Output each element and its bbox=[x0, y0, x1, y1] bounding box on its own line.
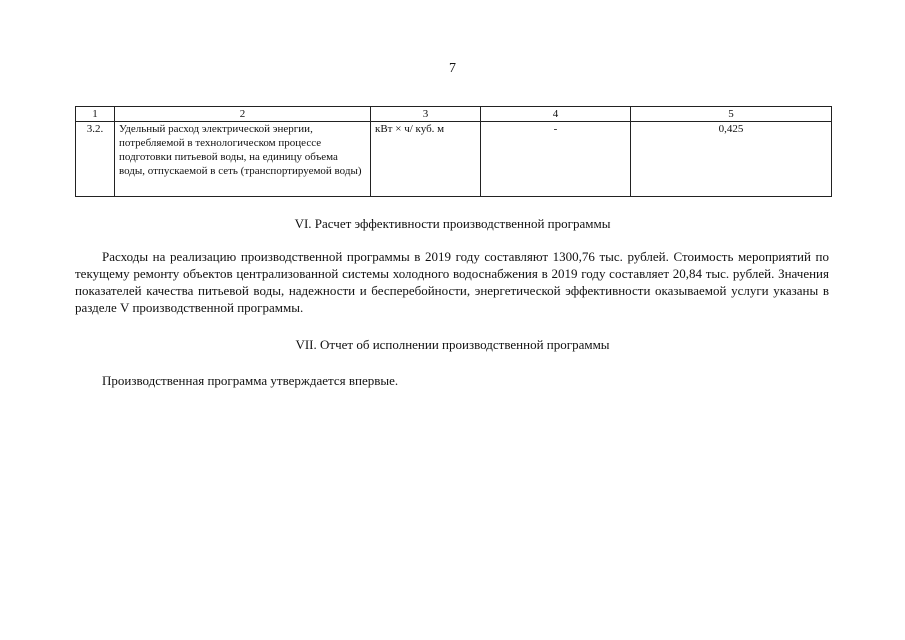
row-description-cell: Удельный расход электрической энергии, потребляемой в технологическом процессе подготовки питьевой воды, на единицу объема воды, отпускаемой в сеть (транспортируемой воды) bbox=[115, 122, 371, 197]
section-7-heading: VII. Отчет об исполнении производственной программы bbox=[295, 337, 610, 352]
table-header-row bbox=[76, 107, 832, 122]
section-6-paragraph: Расходы на реализацию производственной программы в 2019 году составляют 1300,76 тыс. рублей. Стоимость мероприятий по текущему ремонту объектов централизованной системы холодного водоснабжения в 2019 году составляет 20,84 тыс. рублей. Значения показателей качества питьевой воды, надежности и бесперебойности, энергетической эффективности оказываемой услуги указаны в разделе V производственной программы. bbox=[75, 249, 829, 315]
indicators-table bbox=[75, 106, 832, 197]
header-cell-4: 4 bbox=[481, 107, 631, 122]
section-7-paragraph: Производственная программа утверждается впервые. bbox=[102, 373, 399, 388]
header-cell-5: 5 bbox=[631, 107, 832, 122]
section-6-heading: VI. Расчет эффективности производственной программы bbox=[294, 216, 611, 231]
header-cell-2: 2 bbox=[115, 107, 371, 122]
row-value-5-cell: 0,425 bbox=[631, 122, 832, 197]
row-value-4-cell: - bbox=[481, 122, 631, 197]
page-number: 7 bbox=[449, 61, 456, 76]
header-cell-1: 1 bbox=[76, 107, 115, 122]
row-unit-cell: кВт × ч/ куб. м bbox=[371, 122, 481, 197]
table-row bbox=[76, 122, 832, 197]
row-number-cell: 3.2. bbox=[76, 122, 115, 197]
header-cell-3: 3 bbox=[371, 107, 481, 122]
